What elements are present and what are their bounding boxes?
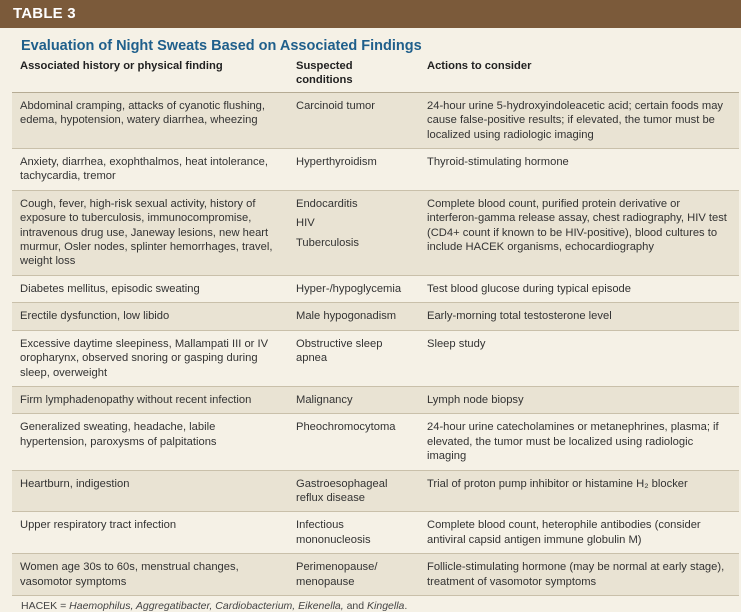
finding-cell: Women age 30s to 60s, menstrual changes, vasomotor symptoms: [12, 554, 288, 596]
night-sweats-table: [12, 57, 739, 596]
table-row: [12, 190, 739, 275]
action-cell: Complete blood count, purified protein derivative or interferon-gamma release assay, chest radiography, HIV test (CD4+ count if known to be HIV-positive), blood cultures to include HACEK organisms, echocardiography: [419, 190, 739, 275]
condition-label: Gastroesophageal reflux disease: [296, 477, 388, 504]
finding-cell: Firm lymphadenopathy without recent infection: [12, 386, 288, 413]
table-number-bar: [0, 0, 741, 28]
action-cell: 24-hour urine 5-hydroxyindoleacetic acid; certain foods may cause false-positive results; if elevated, the tumor must be localized using radiologic imaging: [419, 92, 739, 148]
table-title: Evaluation of Night Sweats Based on Associated Findings: [21, 38, 422, 54]
condition-label: Carcinoid tumor: [296, 99, 375, 112]
table-row: [12, 149, 739, 191]
conditions-cell: [288, 554, 419, 596]
action-cell: Early-morning total testosterone level: [419, 303, 739, 330]
action-cell: Test blood glucose during typical episode: [419, 275, 739, 302]
action-cell: Trial of proton pump inhibitor or histamine H₂ blocker: [419, 470, 739, 512]
condition-label: Infectious mononucleosis: [296, 519, 371, 546]
action-cell: Sleep study: [419, 330, 739, 386]
finding-cell: Diabetes mellitus, episodic sweating: [12, 275, 288, 302]
conditions-cell: [288, 275, 419, 302]
footnote-last-organism: Kingella: [367, 599, 405, 612]
conditions-cell: [288, 330, 419, 386]
conditions-cell: [288, 414, 419, 470]
action-cell: Lymph node biopsy: [419, 386, 739, 413]
table-row: [12, 470, 739, 512]
column-header-conditions: Suspected conditions: [288, 57, 419, 92]
table-row: [12, 275, 739, 302]
table-row: [12, 414, 739, 470]
conditions-cell: [288, 190, 419, 275]
finding-cell: Excessive daytime sleepiness, Mallampati III or IV oropharynx, observed snoring or gasping during sleep, overweight: [12, 330, 288, 386]
finding-cell: Heartburn, indigestion: [12, 470, 288, 512]
conditions-cell: [288, 470, 419, 512]
table-number: TABLE 3: [13, 5, 76, 22]
action-cell: Follicle-stimulating hormone (may be normal at early stage), treatment of vasomotor symptoms: [419, 554, 739, 596]
condition-label: Endocarditis: [296, 197, 358, 210]
footnote-conjunction: and: [343, 599, 368, 612]
condition-label: HIV: [296, 217, 315, 230]
table-row: [12, 554, 739, 596]
condition-label: Perimenopause/ menopause: [296, 561, 378, 588]
finding-cell: Erectile dysfunction, low libido: [12, 303, 288, 330]
conditions-cell: [288, 303, 419, 330]
conditions-cell: [288, 149, 419, 191]
footnote-prefix: HACEK =: [21, 599, 70, 612]
finding-cell: Upper respiratory tract infection: [12, 512, 288, 554]
table-row: [12, 386, 739, 413]
action-cell: 24-hour urine catecholamines or metanephrines, plasma; if elevated, the tumor must be localized using radiologic imaging: [419, 414, 739, 470]
column-header-finding: Associated history or physical finding: [12, 57, 288, 92]
footnote-organisms: Haemophilus, Aggregatibacter, Cardiobacterium, Eikenella,: [69, 599, 344, 612]
conditions-cell: [288, 386, 419, 413]
table-row: [12, 512, 739, 554]
table-row: [12, 330, 739, 386]
condition-label: Obstructive sleep apnea: [296, 337, 383, 365]
action-cell: Thyroid-stimulating hormone: [419, 149, 739, 191]
condition-label: Malignancy: [296, 393, 353, 406]
finding-cell: Generalized sweating, headache, labile hypertension, paroxysms of palpitations: [12, 414, 288, 470]
action-cell: Complete blood count, heterophile antibodies (consider antiviral capsid antigen immune globulin M): [419, 512, 739, 554]
conditions-cell: [288, 512, 419, 554]
table-body: [12, 92, 739, 595]
finding-cell: Abdominal cramping, attacks of cyanotic flushing, edema, hypotension, watery diarrhea, wheezing: [12, 92, 288, 148]
condition-label: Hyper-/hypoglycemia: [296, 282, 402, 295]
table-header-row: [12, 57, 739, 92]
finding-cell: Cough, fever, high-risk sexual activity, history of exposure to tuberculosis, immunocompromise, intravenous drug use, Janeway lesions, new heart murmur, Osler nodes, splinter hemorrhages, travel, weight loss: [12, 190, 288, 275]
finding-cell: Anxiety, diarrhea, exophthalmos, heat intolerance, tachycardia, tremor: [12, 149, 288, 191]
condition-label: Tuberculosis: [296, 236, 360, 249]
conditions-cell: [288, 92, 419, 148]
column-header-actions: Actions to consider: [419, 57, 739, 92]
table-row: [12, 92, 739, 148]
condition-label: Hyperthyroidism: [296, 156, 377, 169]
table-row: [12, 303, 739, 330]
condition-label: Pheochromocytoma: [296, 421, 396, 434]
condition-label: Male hypogonadism: [296, 310, 397, 323]
footnote-end: .: [404, 599, 408, 612]
